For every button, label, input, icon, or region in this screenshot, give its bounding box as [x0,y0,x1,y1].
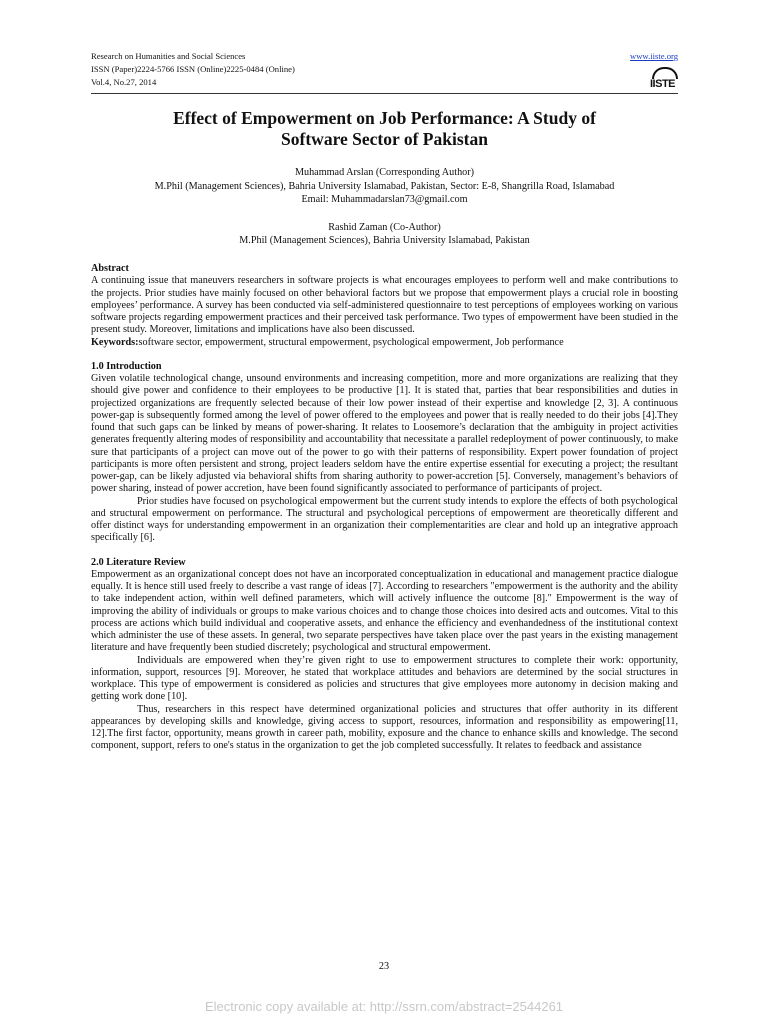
title-line-1: Effect of Empowerment on Job Performance: A Study of [173,108,596,128]
abstract-text: A continuing issue that maneuvers researchers in software projects is what encourages employees to perform well and make contributions to the projects. Prior studies have mainly focused on other behavioral factors but we propose that empowerment plays a crucial role in boosting employees’ performance. A survey has been conducted via self-administered questionnaire to test perceptions of employees working on various software projects regarding empowerment practices and their perceived task performance. Two types of empowerment have been studied in the present study. Moreover, limitations and implications have also been discussed. [91,275,678,336]
journal-volume: Vol.4, No.27, 2014 [91,77,157,87]
introduction-heading: 1.0 Introduction [91,360,162,372]
logo-text: IISTE [650,78,676,90]
paper-body [91,263,678,753]
title-line-2: Software Sector of Pakistan [281,129,488,149]
header-divider [91,93,678,94]
journal-name: Research on Humanities and Social Sciences [91,51,246,61]
journal-header [91,50,678,89]
author-1-email: Email: Muhammadarslan73@gmail.com [301,194,468,205]
introduction-paragraph-2: Prior studies have focused on psychological empowerment but the current study intends to explore the effects of both psychological and structural empowerment on performance. The structural and psychological perceptions of empowerment are theoretically different and offer distinct ways for understanding empowerment in an organization their complementarities are clear and hold up an integrative approach specifically [6]. [91,495,678,544]
literature-heading: 2.0 Literature Review [91,556,186,568]
author-2-name: Rashid Zaman (Co-Author) [328,221,441,233]
introduction-paragraph-1: Given volatile technological change, unsound environments and increasing competition, more and more organizations are realizing that they should give power and confidence to their employees to be productive [1]. It is stated that, parties that bear responsibilities and duties in projectized organizations are frequently selected because of their low power instead of their expertise and knowledge [2, 3]. A continuous power-gap is subsequently formed among the level of power offered to the employees and power that is really needed to do their jobs [4].They found that such gaps can be linked by means of power-sharing. It relates to Loosemore’s declaration that the ambiguity in project activities generates frequently altering modes of responsibility and accountability that necessitate a parallel redeployment of power continuously, to make sure that participants of a project can move out of the power to go with their patterns of responsibility. Expert power foundation of project participants is more often persistent and strong, project leaders seldom have the entire expertise essential for executing a project; the resultant power-gap, can be likely adjusted via behavioral shifts from sharing authority to power-accretion [5]. Conversely, management’s behaviors of power sharing, instead of power accretion, have been found significantly associated to performance of participants of project. [91,373,678,495]
ssrn-footer: Electronic copy available at: http://ssrn.com/abstract=2544261 [204,999,564,1014]
iiste-logo [650,67,676,91]
keywords-label: Keywords: [91,336,139,348]
paper-title [91,108,678,150]
literature-paragraph-2: Individuals are empowered when they’re given right to use to empowerment structures to complete their work: opportunity, information, support, resources [9]. Moreover, he stated that workplace attitudes and behaviors are determined by the social structures in workplace. This type of empowerment is considered as policies and structures that give employees more autonomy in decision making and getting work done [10]. [91,654,678,703]
author-2-affiliation: M.Phil (Management Sciences), Bahria University Islamabad, Pakistan [239,235,530,246]
abstract-heading: Abstract [91,263,129,274]
author-1-name: Muhammad Arslan (Corresponding Author) [294,167,475,178]
author-1-affiliation: M.Phil (Management Sciences), Bahria University Islamabad, Pakistan, Sector: E-8, Shangrilla Road, Islamabad [154,180,615,192]
journal-url-link[interactable]: www.iiste.org [630,51,678,61]
keywords-text: software sector, empowerment, structural empowerment, psychological empowerment, Job performance [138,336,564,348]
author-block [91,166,678,248]
literature-paragraph-1: Empowerment as an organizational concept does not have an incorporated conceptualization in educational and management practice dialogue equally. It is hence still used freely to describe a vast range of ideas [7]. According to researchers "empowerment is the authority and the ability to take independent action, within well defined parameters, which will actively influence the outcome [8]." Empowerment is the way of improving the ability of individuals or groups to make various choices and to change those choices into desired acts and outcomes. Vital to this process are actions which build individual and cooperative assets, and enhance the efficiency and evenhandedness of the institutional context which administer the use of these assets. In general, two separate perspectives have taken place over the past years in the existing management literature and have frequently been studied discretely; psychological and structural empowerment. [91,568,678,654]
keywords [91,337,678,349]
journal-issn: ISSN (Paper)2224-5766 ISSN (Online)2225-0484 (Online) [91,64,295,74]
literature-paragraph-3: Thus, researchers in this respect have determined organizational policies and structures that offer authority in its different appearances by developing skills and knowledge, giving access to support, resources, information and responsibility as empowering[11, 12].The first factor, opportunity, means growth in career path, mobility, exposure and the chance to enhance skills and knowledge. The second component, support, refers to one's status in the organization to get the job completed successfully. It relates to feedback and assistance [91,703,678,752]
page-number: 23 [378,961,390,972]
